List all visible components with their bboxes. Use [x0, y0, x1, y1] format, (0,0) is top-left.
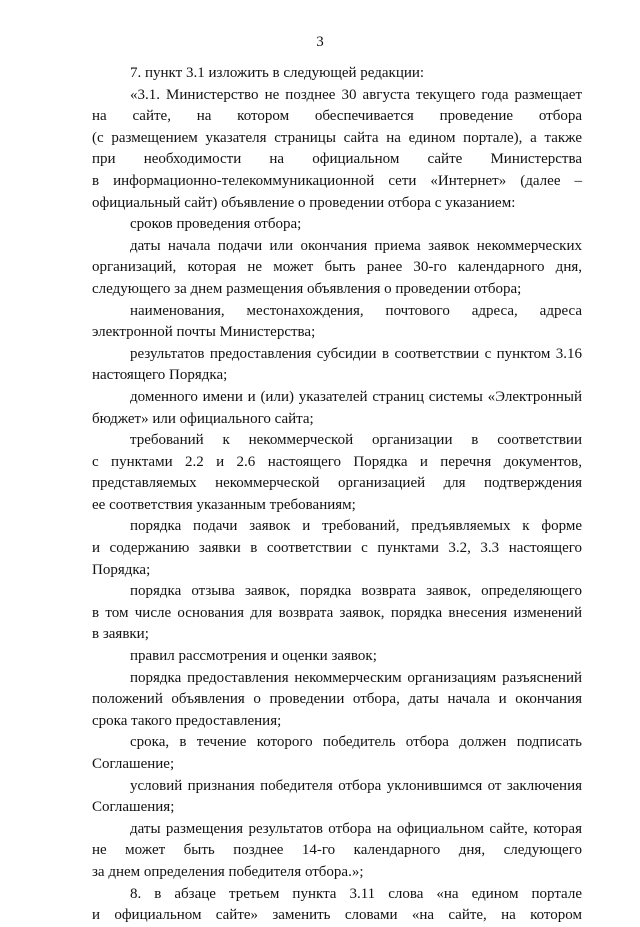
text-line: правил рассмотрения и оценки заявок;	[130, 648, 377, 665]
text-line: и официальном сайте» заменить словами «на сайте, на котором	[92, 907, 582, 924]
text-line: срока такого предоставления;	[92, 712, 282, 729]
text-line: с пунктами 2.2 и 2.6 настоящего Порядка и перечня документов,	[92, 453, 582, 470]
paragraph	[92, 214, 582, 236]
text-line: настоящего Порядка;	[92, 367, 228, 384]
text-line: условий признания победителя отбора уклонившимся от заключения	[130, 777, 582, 794]
text-line: не может быть позднее 14-го календарного дня, следующего	[92, 842, 582, 859]
text-line: за днем определения победителя отбора.»;	[92, 863, 364, 880]
text-line: наименования, местонахождения, почтового адреса, адреса	[130, 302, 582, 319]
text-line: в том числе основания для возврата заявок, порядка внесения изменений	[92, 604, 582, 621]
text-line: в заявки;	[92, 626, 149, 643]
text-line: 8. в абзаце третьем пункта 3.11 слова «на едином портале	[130, 885, 582, 902]
text-line: электронной почты Министерства;	[92, 324, 316, 341]
paragraph	[92, 387, 582, 430]
text-line: даты размещения результатов отбора на официальном сайте, которая	[130, 820, 582, 837]
paragraph	[92, 301, 582, 344]
text-line: бюджет» или официального сайта;	[92, 410, 314, 427]
text-line: Порядка;	[92, 561, 151, 578]
text-line: сроков проведения отбора;	[130, 216, 302, 233]
paragraph	[92, 668, 582, 733]
paragraph	[92, 646, 582, 668]
paragraph	[92, 732, 582, 775]
text-line: положений объявления о проведении отбора, даты начала и окончания	[92, 691, 582, 708]
text-line: «3.1. Министерство не позднее 30 августа текущего года размещает	[130, 86, 582, 103]
paragraph	[92, 63, 582, 85]
paragraph	[92, 516, 582, 581]
text-line: представляемых некоммерческой организацией для подтверждения	[92, 475, 582, 492]
text-line: требований к некоммерческой организации в соответствии	[130, 432, 582, 449]
text-line: официальный сайт) объявление о проведении отбора с указанием:	[92, 194, 516, 211]
text-line: срока, в течение которого победитель отбора должен подписать	[130, 734, 582, 751]
text-line: Соглашение;	[92, 756, 175, 772]
text-line: и содержанию заявки в соответствии с пунктами 3.2, 3.3 настоящего	[92, 540, 582, 557]
text-line: порядка подачи заявок и требований, предъявляемых к форме	[130, 518, 582, 535]
text-line: организаций, которая не может быть ранее 30-го календарного дня,	[92, 259, 582, 276]
text-line: на сайте, на котором обеспечивается проведение отбора	[92, 108, 582, 125]
text-line: 7. пункт 3.1 изложить в следующей редакции:	[130, 65, 425, 81]
text-line: в информационно-телекоммуникационной сети «Интернет» (далее –	[92, 172, 582, 189]
text-line: порядка отзыва заявок, порядка возврата заявок, определяющего	[130, 583, 582, 600]
paragraph	[92, 85, 582, 215]
text-line: доменного имени и (или) указателей страниц системы «Электронный	[130, 388, 582, 405]
paragraph	[92, 344, 582, 387]
text-line: следующего за днем размещения объявления о проведении отбора;	[92, 280, 522, 297]
text-line: даты начала подачи или окончания приема заявок некоммерческих	[130, 237, 582, 254]
paragraph	[92, 884, 582, 927]
paragraph	[92, 430, 582, 516]
text-line: порядка предоставления некоммерческим организациям разъяснений	[130, 669, 582, 686]
paragraph	[92, 581, 582, 646]
paragraph	[92, 819, 582, 884]
text-line: (с размещением указателя страницы сайта на едином портале), а также	[92, 129, 582, 146]
text-line: результатов предоставления субсидии в соответствии с пунктом 3.16	[130, 345, 582, 362]
text-line: Соглашения;	[92, 799, 175, 816]
paragraph	[92, 776, 582, 819]
document-body	[92, 63, 582, 927]
paragraph	[92, 236, 582, 301]
page-number: 3	[316, 34, 324, 50]
text-line: ее соответствия указанным требованиям;	[92, 496, 356, 513]
text-line: при необходимости на официальном сайте Министерства	[92, 151, 582, 168]
